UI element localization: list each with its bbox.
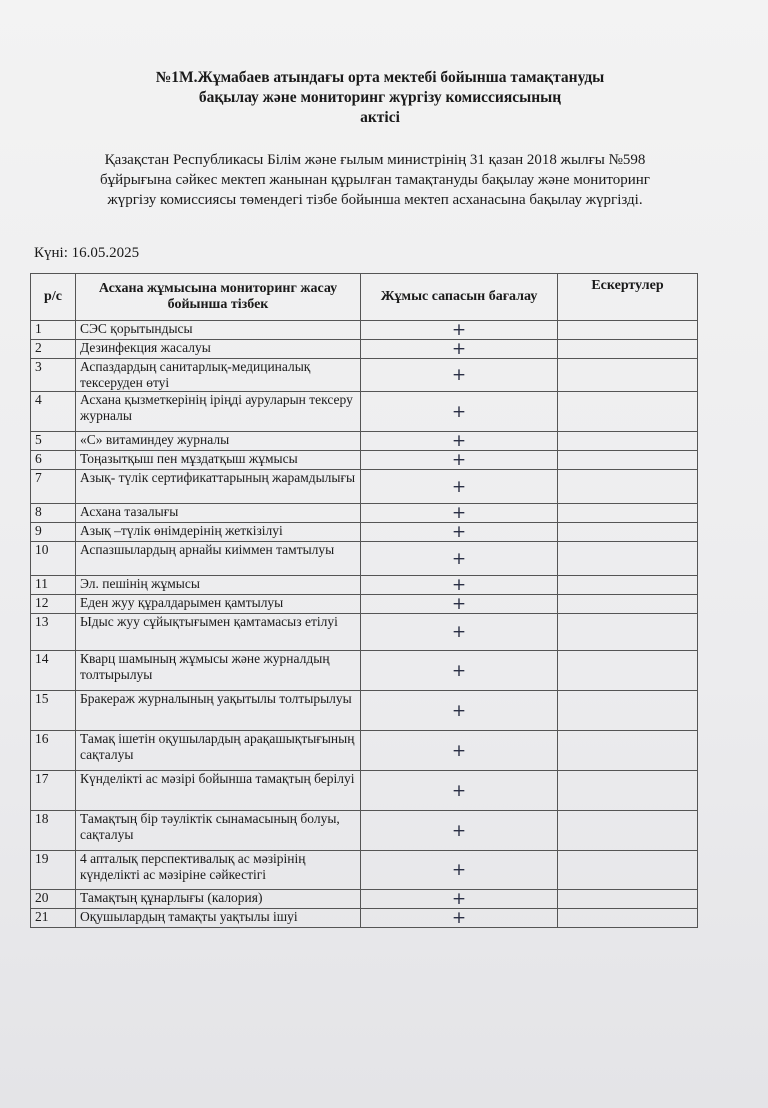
document-title — [90, 68, 670, 128]
title-line-2: бақылау және мониторинг жүргізу комиссиясының — [198, 89, 562, 106]
date-label: Күні: 16.05.2025 — [34, 245, 140, 261]
row-note — [558, 771, 698, 811]
row-number: 14 — [31, 651, 76, 691]
row-note — [558, 504, 698, 523]
row-note — [558, 851, 698, 890]
table-row — [31, 851, 698, 890]
table-row — [31, 771, 698, 811]
table-row — [31, 470, 698, 504]
table-row — [31, 811, 698, 851]
row-note — [558, 909, 698, 928]
table-row — [31, 340, 698, 359]
table-row — [31, 614, 698, 651]
row-item-text: Бракераж журналының уақытылы толтырылуы — [76, 691, 361, 731]
row-note — [558, 340, 698, 359]
table-row — [31, 523, 698, 542]
title-line-3: актісі — [360, 109, 400, 126]
row-number: 9 — [31, 523, 76, 542]
row-number: 20 — [31, 890, 76, 909]
row-note — [558, 595, 698, 614]
header-item: Асхана жұмысына мониторинг жасау бойынша тізбек — [76, 274, 361, 321]
row-number: 12 — [31, 595, 76, 614]
table-row — [31, 542, 698, 576]
row-number: 21 — [31, 909, 76, 928]
row-grade-mark: + — [361, 811, 558, 851]
row-item-text: Эл. пешінің жұмысы — [76, 576, 361, 595]
row-grade-mark: + — [361, 451, 558, 470]
row-number: 11 — [31, 576, 76, 595]
row-item-text: Дезинфекция жасалуы — [76, 340, 361, 359]
row-note — [558, 576, 698, 595]
row-item-text: Азық –түлік өнімдерінің жеткізілуі — [76, 523, 361, 542]
row-item-text: «С» витаминдеу журналы — [76, 432, 361, 451]
row-number: 6 — [31, 451, 76, 470]
row-note — [558, 359, 698, 392]
table-row — [31, 504, 698, 523]
row-item-text: Тамақтың құнарлығы (калория) — [76, 890, 361, 909]
table-row — [31, 651, 698, 691]
row-note — [558, 542, 698, 576]
intro-paragraph — [30, 150, 720, 210]
row-number: 10 — [31, 542, 76, 576]
row-note — [558, 470, 698, 504]
row-item-text: 4 апталық перспективалық ас мәзірінің күнделікті ас мәзіріне сәйкестігі — [76, 851, 361, 890]
row-number: 7 — [31, 470, 76, 504]
row-grade-mark: + — [361, 392, 558, 432]
row-number: 1 — [31, 321, 76, 340]
row-grade-mark: + — [361, 909, 558, 928]
row-grade-mark: + — [361, 470, 558, 504]
row-note — [558, 651, 698, 691]
row-item-text: Күнделікті ас мәзірі бойынша тамақтың берілуі — [76, 771, 361, 811]
row-number: 16 — [31, 731, 76, 771]
row-grade-mark: + — [361, 542, 558, 576]
row-grade-mark: + — [361, 890, 558, 909]
row-item-text: Тоңазытқыш пен мұздатқыш жұмысы — [76, 451, 361, 470]
row-item-text: Аспаздардың санитарлық-медициналық тексеруден өтуі — [76, 359, 361, 392]
table-row — [31, 359, 698, 392]
table-body — [31, 321, 698, 928]
row-number: 8 — [31, 504, 76, 523]
intro-line-1: Қазақстан Республикасы Білім және ғылым министрінің 31 қазан 2018 жылғы №598 — [104, 152, 646, 168]
row-note — [558, 811, 698, 851]
row-number: 15 — [31, 691, 76, 731]
row-grade-mark: + — [361, 595, 558, 614]
row-grade-mark: + — [361, 359, 558, 392]
row-item-text: Оқушылардың тамақты уақтылы ішуі — [76, 909, 361, 928]
table-row — [31, 691, 698, 731]
header-num: р/с — [31, 274, 76, 321]
row-grade-mark: + — [361, 321, 558, 340]
table-row — [31, 321, 698, 340]
row-number: 4 — [31, 392, 76, 432]
row-grade-mark: + — [361, 651, 558, 691]
row-item-text: Еден жуу құралдарымен қамтылуы — [76, 595, 361, 614]
row-note — [558, 731, 698, 771]
row-number: 2 — [31, 340, 76, 359]
row-grade-mark: + — [361, 731, 558, 771]
table-header-row — [31, 274, 698, 321]
intro-line-2: бұйрығына сәйкес мектеп жанынан құрылған тамақтануды бақылау және мониторинг — [100, 172, 650, 188]
row-item-text: Тамақ ішетін оқушылардың арақашықтығының сақталуы — [76, 731, 361, 771]
row-item-text: Тамақтың бір тәуліктік сынамасының болуы, сақталуы — [76, 811, 361, 851]
title-line-1: №1М.Жұмабаев атындағы орта мектебі бойынша тамақтануды — [155, 69, 605, 86]
row-grade-mark: + — [361, 432, 558, 451]
row-number: 13 — [31, 614, 76, 651]
table-row — [31, 451, 698, 470]
table-row — [31, 576, 698, 595]
table-row — [31, 595, 698, 614]
row-note — [558, 523, 698, 542]
row-item-text: Аспазшылардың арнайы киіммен тамтылуы — [76, 542, 361, 576]
row-note — [558, 321, 698, 340]
row-grade-mark: + — [361, 851, 558, 890]
row-grade-mark: + — [361, 614, 558, 651]
row-note — [558, 392, 698, 432]
table-row — [31, 392, 698, 432]
table-row — [31, 890, 698, 909]
row-note — [558, 614, 698, 651]
table-row — [31, 432, 698, 451]
row-note — [558, 451, 698, 470]
row-item-text: СЭС қорытындысы — [76, 321, 361, 340]
row-item-text: Азық- түлік сертификаттарының жарамдылығы — [76, 470, 361, 504]
row-item-text: Асхана тазалығы — [76, 504, 361, 523]
row-note — [558, 432, 698, 451]
table-row — [31, 909, 698, 928]
row-grade-mark: + — [361, 504, 558, 523]
row-note — [558, 691, 698, 731]
row-grade-mark: + — [361, 771, 558, 811]
monitoring-table — [30, 273, 698, 928]
row-grade-mark: + — [361, 523, 558, 542]
header-grade: Жұмыс сапасын бағалау — [361, 274, 558, 321]
row-grade-mark: + — [361, 576, 558, 595]
row-number: 19 — [31, 851, 76, 890]
header-notes: Ескертулер — [558, 274, 698, 321]
row-item-text: Кварц шамының жұмысы және журналдың толтырылуы — [76, 651, 361, 691]
row-item-text: Ыдыс жуу сұйықтығымен қамтамасыз етілуі — [76, 614, 361, 651]
row-number: 3 — [31, 359, 76, 392]
row-grade-mark: + — [361, 691, 558, 731]
table-row — [31, 731, 698, 771]
row-item-text: Асхана қызметкерінің іріңді ауруларын тексеру журналы — [76, 392, 361, 432]
row-number: 5 — [31, 432, 76, 451]
row-number: 18 — [31, 811, 76, 851]
row-note — [558, 890, 698, 909]
row-grade-mark: + — [361, 340, 558, 359]
row-number: 17 — [31, 771, 76, 811]
intro-line-3: жүргізу комиссиясы төмендегі тізбе бойынша мектеп асханасына бақылау жүргізді. — [107, 192, 643, 208]
